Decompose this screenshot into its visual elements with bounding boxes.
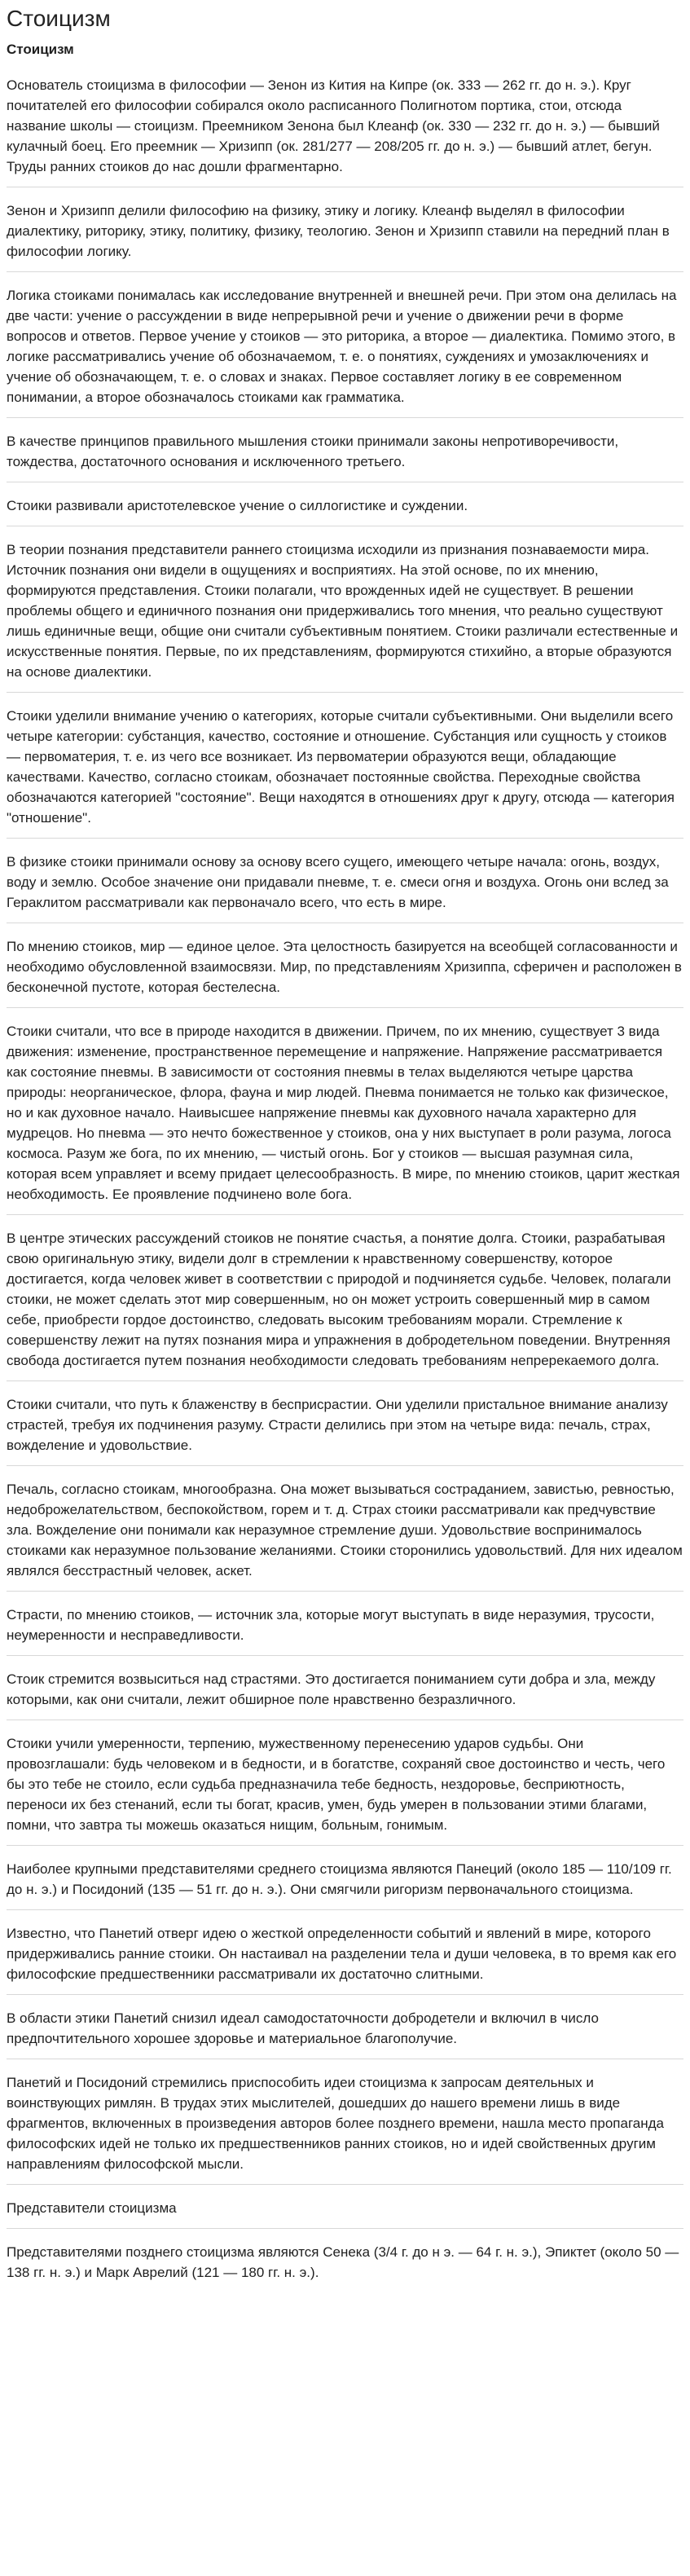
paragraph: Представителями позднего стоицизма являются Сенека (3/4 г. до н э. — 64 г. н. э.), Эпиктет (около 50 — 138 гг. н. э.) и Марк Аврелий (121 — 180 гг. н. э.).: [7, 2244, 679, 2280]
paragraph: Страсти, по мнению стоиков, — источник зла, которые могут выступать в виде неразумия, трусости, неумеренности и несправедливости.: [7, 1600, 683, 1656]
page-title: Стоицизм: [7, 6, 111, 31]
paragraph: Стоики развивали аристотелевское учение о силлогистике и суждении.: [7, 491, 683, 526]
paragraph: Стоики учили умеренности, терпению, мужественному перенесению ударов судьбы. Они провозглашали: будь человеком и в бедности, и в богатстве, сохраняй свое достоинство и честь, чего бы это тебе не стоило, если судьба предназначила тебе бедность, нездоровье, бесприютность, переноси их без стенаний, если ты богат, красив, умен, будь умерен в пользовании этими благами, помни, что завтра ты можешь оказаться нищим, больным, гонимым.: [7, 1728, 683, 1846]
paragraph: Основатель стоицизма в философии — Зенон из Кития на Кипре (ок. 333 — 262 гг. до н. э.). Круг почитателей его философии собирался около расписанного Полигнотом портика, стои, отсюда название школы — стоицизм. Преемником Зенона был Клеанф (ок. 330 — 232 гг. до н. э.) — бывший кулачный боец. Его преемник — Хризипп (ок. 281/277 — 208/205 гг. до н. э.) — бывший атлет, бегун. Труды ранних стоиков до нас дошли фрагментарно.: [7, 70, 683, 187]
paragraph: Стоики считали, что все в природе находится в движении. Причем, по их мнению, существует 3 вида движения: изменение, пространственное перемещение и напряжение. Напряжение рассматривается как состояние пневмы. В зависимости от состояния пневмы в телах выделяются четыре царства природы: неорганическое, флора, фауна и мир людей. Пневма понимается не только как физическое, но и как духовное начало. Наивысшее напряжение пневмы как духовного начала характерно для мудрецов. Но пневма — это нечто божественное у стоиков, она у них выступает в роли разума, логоса космоса. Разум же бога, по их мнению, — чистый огонь. Бог у стоиков — высшая разумная сила, которая всем управляет и всему придает целесообразность. В мире, по мнению стоиков, царит жесткая необходимость. Ее проявление подчинено воле бога.: [7, 1016, 683, 1215]
paragraph: Стоики уделили внимание учению о категориях, которые считали субъективными. Они выделили всего четыре категории: субстанция, качество, состояние и отношение. Субстанция или сущность у стоиков — первоматерия, т. е. из чего все возникает. Из первоматерии образуются вещи, обладающие качествами. Качество, согласно стоикам, обозначает постоянные свойства. Переходные свойства обозначаются категорией "состояние". Вещи находятся в отношениях друг к другу, отсюда — категория "отношение".: [7, 701, 683, 839]
paragraph: Стоики считали, что путь к блаженству в бесприсрастии. Они уделили пристальное внимание анализу страстей, требуя их подчинения разуму. Страсти делились при этом на четыре вида: печаль, страх, вожделение и удовольствие.: [7, 1389, 683, 1466]
paragraph: Печаль, согласно стоикам, многообразна. Она может вызываться состраданием, завистью, ревностью, недоброжелательством, беспокойством, горем и т. д. Страх стоики рассматривали как предчувствие зла. Вожделение они понимали как неразумное стремление души. Удовольствие воспринималось стоиками как неразумное пользование желаниями. Стоики сторонились удовольствий. Для них идеалом являлся бесстрастный человек, аскет.: [7, 1474, 683, 1592]
paragraph: В области этики Панетий снизил идеал самодостаточности добродетели и включил в число предпочтительного хорошее здоровье и материальное благополучие.: [7, 2003, 683, 2059]
paragraph: Известно, что Панетий отверг идею о жесткой определенности событий и явлений в мире, которого придерживались ранние стоики. Он настаивал на разделении тела и души человека, в то время как его философские предшественники рассматривали их достаточно слитными.: [7, 1918, 683, 1995]
paragraph: В теории познания представители раннего стоицизма исходили из признания познаваемости мира. Источник познания они видели в ощущениях и восприятиях. На этой основе, по их мнению, формируются представления. Стоики полагали, что врожденных идей не существует. В решении проблемы общего и единичного познания они придерживались того мнения, что реально существуют лишь единичные вещи, общие они считали субъективным понятием. Стоики различали естественные и искусственные понятия. Первые, по их представлениям, формируются стихийно, а вторые образуются на основе диалектики.: [7, 535, 683, 693]
paragraph: Зенон и Хризипп делили философию на физику, этику и логику. Клеанф выделял в философии диалектику, риторику, этику, политику, физику, теологию. Зенон и Хризипп ставили на передний план в философии логику.: [7, 196, 683, 272]
article-body: [7, 70, 683, 2292]
paragraph: В качестве принципов правильного мышления стоики принимали законы непротиворечивости, тождества, достаточного основания и исключенного третьего.: [7, 426, 683, 482]
paragraph: Панетий и Посидоний стремились приспособить идеи стоицизма к запросам деятельных и воинствующих римлян. В трудах этих мыслителей, дошедших до нашего времени лишь в виде фрагментов, включенных в произведения авторов более позднего времени, нашла место пропаганда философских идей не только их предшественников ранних стоиков, но и идей свойственных другим направлениям философской мысли.: [7, 2067, 683, 2185]
subheading: Представители стоицизма: [7, 2193, 683, 2229]
paragraph: В физике стоики принимали основу за основу всего сущего, имеющего четыре начала: огонь, воздух, воду и землю. Особое значение они придавали пневме, т. е. смеси огня и воздуха. Огонь они вслед за Гераклитом рассматривали как первоначало всего, что есть в мире.: [7, 847, 683, 923]
paragraph: Стоик стремится возвыситься над страстями. Это достигается пониманием сути добра и зла, между которыми, как они считали, лежит обширное поле нравственно безразличного.: [7, 1664, 683, 1720]
paragraph: Логика стоиками понималась как исследование внутренней и внешней речи. При этом она делилась на две части: учение о рассуждении в виде непрерывной речи и учение о движении речи в форме вопросов и ответов. Первое учение у стоиков — это риторика, а второе — диалектика. Помимо этого, в логике рассматривались учение об обозначаемом, т. е. о понятиях, суждениях и умозаключениях и учение об обозначающем, т. е. о словах и знаках. Первое составляет логику в ее современном понимании, а второе обозначалось стоиками как грамматика.: [7, 280, 683, 418]
paragraph: Наиболее крупными представителями среднего стоицизма являются Панеций (около 185 — 110/109 гг. до н. э.) и Посидоний (135 — 51 гг. до н. э.). Они смягчили ригоризм первоначального стоицизма.: [7, 1854, 683, 1910]
paragraph: По мнению стоиков, мир — единое целое. Эта целостность базируется на всеобщей согласованности и необходимо обусловленной взаимосвязи. Мир, по представлениям Хризиппа, сферичен и расположен в бесконечной пустоте, которая бестелесна.: [7, 931, 683, 1008]
paragraph: В центре этических рассуждений стоиков не понятие счастья, а понятие долга. Стоики, разрабатывая свою оригинальную этику, видели долг в стремлении к нравственному совершенству, которое достигается, когда человек живет в соответствии с природой и подчиняется судьбе. Человек, полагали стоики, не может сделать этот мир совершенным, но он может устроить совершенный мир в самом себе, приобрести гордое достоинство, следовать высоким требованиям морали. Стремление к совершенству лежит на путях познания мира и упражнения в добродетельном поведении. Внутренняя свобода достигается путем познания необходимости следовать требованиям непререкаемого долга.: [7, 1223, 683, 1381]
section-title: Стоицизм: [7, 42, 74, 57]
